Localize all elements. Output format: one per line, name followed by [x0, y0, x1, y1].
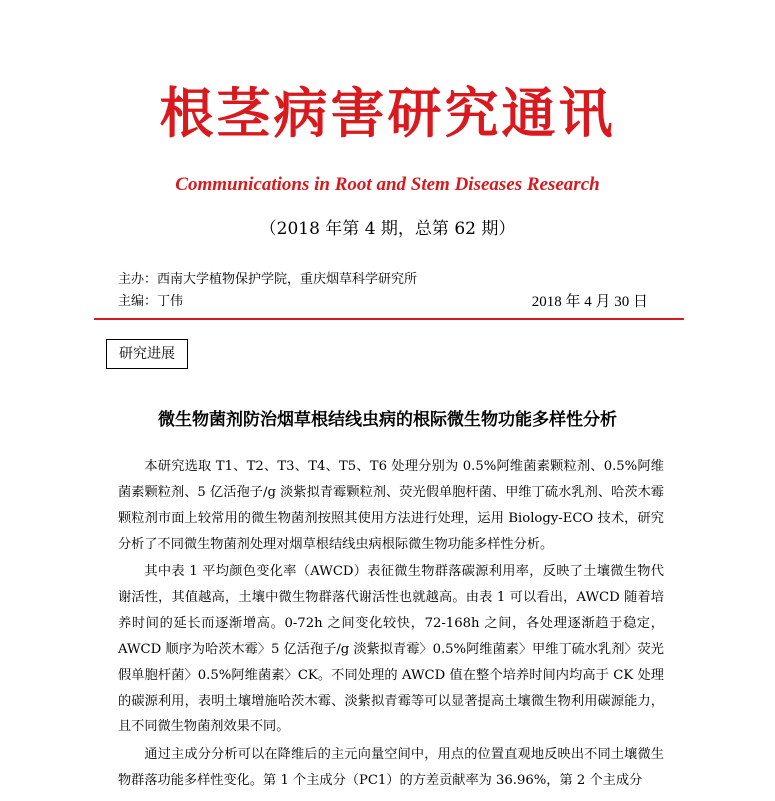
publish-date: 2018 年 4 月 30 日 [531, 294, 648, 310]
masthead-english-title: Communications in Root and Stem Diseases Research [175, 174, 600, 195]
body-paragraph-2: 其中表 1 平均颜色变化率（AWCD）表征微生物群落碳源利用率，反映了土壤微生物代谢活性，其值越高，土壤中微生物群落代谢活性也就越高。由表 1 可以看出，AWCD 随着培养时间的延长而逐渐增高。0-72h 之间变化较快，72-168h 之间，各处理逐渐趋于稳定，AWCD 顺序为哈茨木霉〉5 亿活孢子/g 淡紫拟青霉〉0.5%阿维菌素〉甲维丁硫水乳剂〉荧光假单胞杆菌〉0.5%阿维菌素〉CK。不同处理的 AWCD 值在整个培养时间内均高于 CK 处理的碳源利用，表明土壤增施哈茨木霉、淡紫拟青霉等可以显著提高土壤微生物利用碳源能力，且不同微生物菌剂效果不同。 [118, 564, 664, 735]
body-paragraph-1: 本研究选取 T1、T2、T3、T4、T5、T6 处理分别为 0.5%阿维菌素颗粒剂、0.5%阿维菌素颗粒剂、5 亿活孢子/g 淡紫拟青霉颗粒剂、荧光假单胞杆菌、甲维丁硫水乳剂、哈茨木霉颗粒剂市面上较常用的微生物菌剂按照其使用方法进行处理，运用 Biology-ECO 技术，研究分析了不同微生物菌剂处理对烟草根结线虫病根际微生物功能多样性分析。 [118, 459, 664, 552]
body-paragraph-3: 通过主成分分析可以在降维后的主元向量空间中，用点的位置直观地反映出不同土壤微生物群落功能多样性变化。第 1 个主成分（PC1）的方差贡献率为 36.96%，第 2 个主成分 [118, 747, 664, 788]
section-label: 研究进展 [106, 339, 188, 369]
host-institutions: 主办：西南大学植物保护学院，重庆烟草科学研究所 [118, 272, 418, 287]
masthead-title: 根茎病害研究通讯 [159, 81, 616, 145]
issue-number: （2018 年第 4 期，总第 62 期） [259, 219, 516, 239]
editor-line [118, 290, 648, 309]
header-divider [94, 318, 684, 320]
article-title: 微生物菌剂防治烟草根结线虫病的根际微生物功能多样性分析 [158, 410, 617, 430]
chief-editor: 主编：丁伟 [118, 294, 184, 309]
